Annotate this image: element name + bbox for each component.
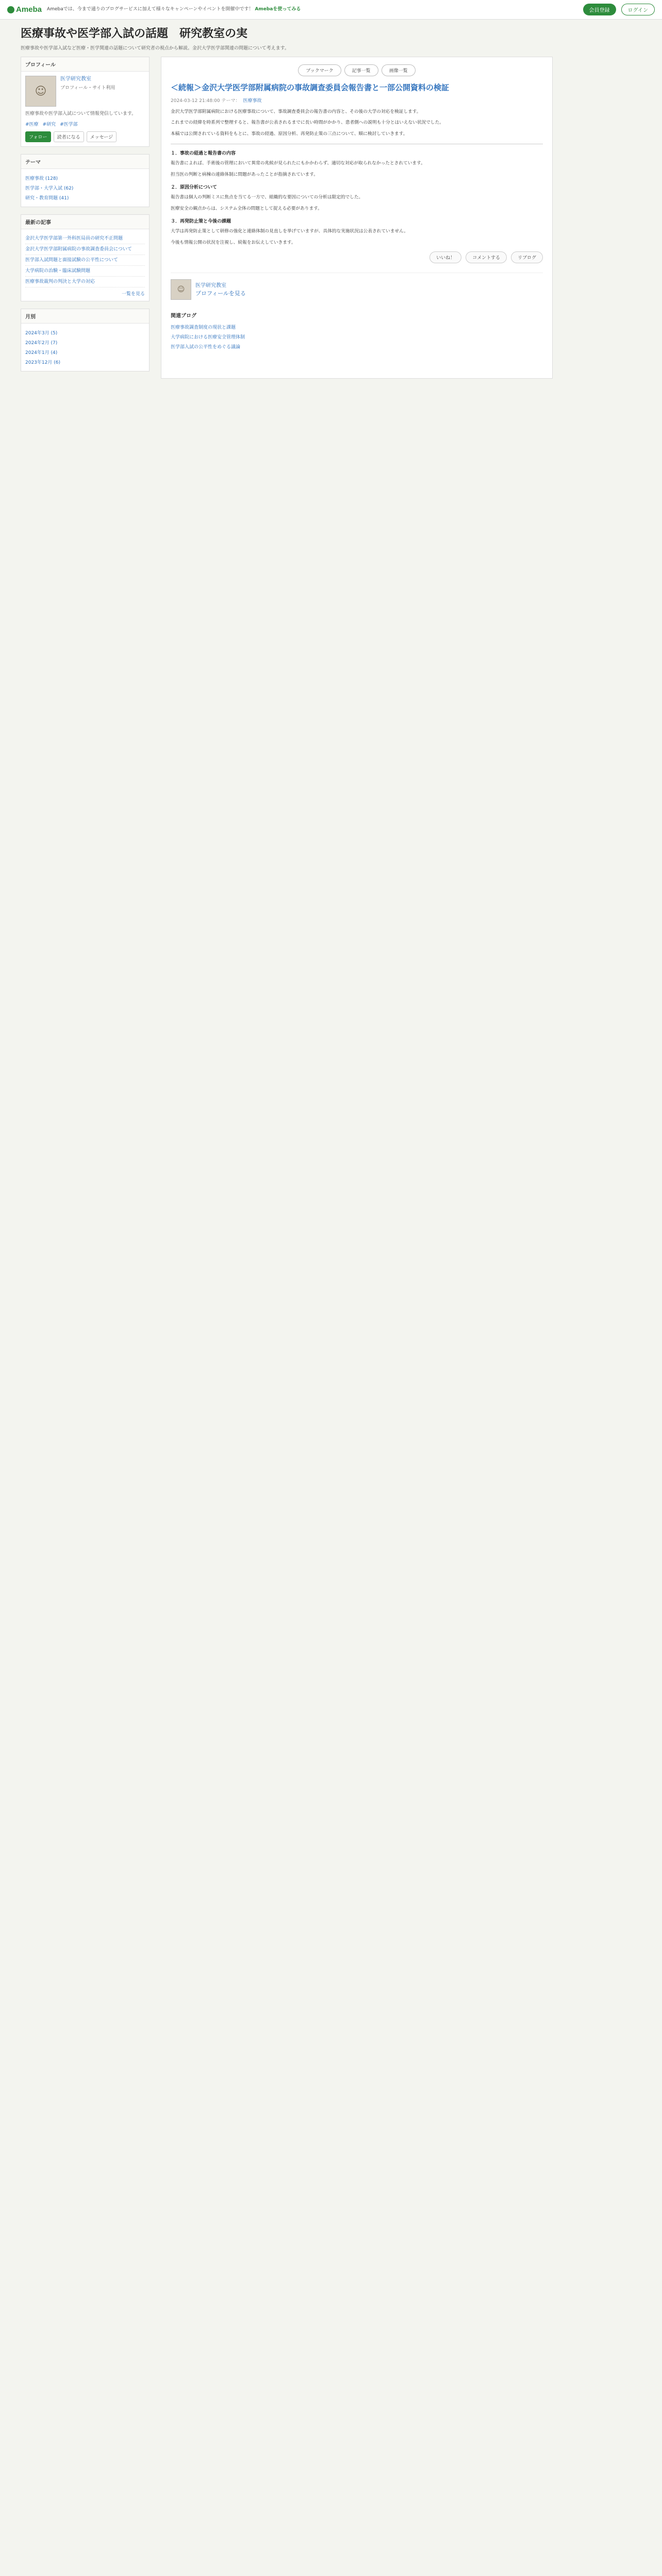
ameba-logo-mark-icon <box>7 6 14 13</box>
blog-description: 医療事故や医学部入試など医療・医学関連の話題について研究者の視点から解説。金沢大学医学部関連の問題について考えます。 <box>21 45 289 51</box>
profile-box <box>21 57 150 147</box>
tag-item[interactable]: #研究 <box>42 122 56 127</box>
post-date: 2024-03-12 21:48:00 <box>171 98 220 104</box>
latest-item[interactable]: 医療事故裁判の判決と大学の対応 <box>25 277 145 287</box>
footer-profile-name[interactable]: 医学研究教室 <box>195 282 226 289</box>
paragraph: 本稿では公開されている資料をもとに、事故の経過、原因分析、再発防止策の三点について、順に検討していきます。 <box>171 131 408 137</box>
latest-box <box>21 214 150 302</box>
blog-header <box>0 20 662 57</box>
related-heading: 関連ブログ <box>171 313 196 319</box>
avatar[interactable]: ☺ <box>25 76 56 107</box>
monthly-item[interactable]: 2024年1月 (4) <box>25 350 58 356</box>
monthly-item[interactable]: 2024年3月 (5) <box>25 331 58 336</box>
like-button[interactable]: いいね！ <box>429 251 461 263</box>
latest-item[interactable]: 金沢大学医学部附属病院の事故調査委員会について <box>25 244 145 255</box>
paragraph: 今後も情報公開の状況を注視し、続報をお伝えしていきます。 <box>171 240 296 245</box>
footer-profile <box>171 273 543 300</box>
top-bar <box>0 0 662 20</box>
paragraph: 担当医の判断と病棟の連絡体制に問題があったことが指摘されています。 <box>171 172 318 177</box>
comment-button[interactable]: コメントする <box>466 251 507 263</box>
login-button[interactable]: ログイン <box>621 4 655 15</box>
post-theme-label: テーマ： <box>221 98 240 104</box>
paragraph: 金沢大学医学部附属病院における医療事故について、事故調査委員会の報告書の内容と、その後の大学の対応を検証します。 <box>171 109 421 114</box>
article <box>161 57 553 379</box>
latest-item[interactable]: 金沢大学医学部第一外科医局員の研究不正問題 <box>25 233 145 244</box>
post-theme-link[interactable]: 医療事故 <box>243 98 262 104</box>
related-item[interactable]: 医療事故調査制度の現状と課題 <box>171 325 236 331</box>
monthly-heading: 月別 <box>21 309 149 324</box>
profile-name[interactable]: 医学研究教室 <box>60 76 91 82</box>
paragraph: 報告書によれば、手術後の管理において異常の兆候が見られたにもかかわらず、適切な対応が取られなかったとされています。 <box>171 161 425 166</box>
related-item[interactable]: 医学部入試の公平性をめぐる議論 <box>171 345 241 350</box>
register-button[interactable]: 会員登録 <box>583 4 616 15</box>
share-bar <box>171 64 543 76</box>
reblog-button[interactable]: リブログ <box>511 251 543 263</box>
reader-button[interactable]: 読者になる <box>54 131 84 142</box>
post-meta <box>171 97 543 104</box>
latest-more-link[interactable]: 一覧を見る <box>121 292 145 297</box>
profile-tags <box>25 121 145 127</box>
content-wrap <box>0 57 662 379</box>
theme-heading: テーマ <box>21 155 149 169</box>
logo-text: Ameba <box>16 5 42 14</box>
footer-avatar[interactable]: ☺ <box>171 279 191 300</box>
latest-item[interactable]: 医学部入試問題と面接試験の公平性について <box>25 255 145 266</box>
related-item[interactable]: 大学病院における医療安全管理体制 <box>171 335 245 341</box>
paragraph: 報告書は個人の判断ミスに焦点を当てる一方で、組織的な要因についての分析は限定的でした。 <box>171 195 363 200</box>
article-list-button[interactable]: 記事一覧 <box>344 64 378 76</box>
section-heading: １．事故の経過と報告書の内容 <box>171 151 236 157</box>
profile-meta: プロフィール・サイト利用 <box>60 86 115 91</box>
monthly-box <box>21 309 150 371</box>
monthly-item[interactable]: 2023年12月 (6) <box>25 360 60 366</box>
top-notice <box>47 7 577 13</box>
related-blogs <box>171 311 543 351</box>
post-title[interactable]: ＜続報＞金沢大学医学部附属病院の事故調査委員会報告書と一部公開資料の検証 <box>171 83 450 93</box>
footer-profile-link[interactable]: プロフィールを見る <box>195 290 246 297</box>
blog-title[interactable]: 医療事故や医学部入試の話題 研究教室の実 <box>21 27 248 40</box>
reaction-bar <box>171 251 543 263</box>
profile-heading: プロフィール <box>21 57 149 72</box>
ameba-logo[interactable] <box>7 5 42 14</box>
paragraph: 医療安全の観点からは、システム全体の問題として捉える必要があります。 <box>171 206 322 211</box>
paragraph: これまでの経緯を時系列で整理すると、報告書が公表されるまでに長い時間がかかり、患者側への説明も十分とはいえない状況でした。 <box>171 120 444 126</box>
latest-item[interactable]: 大学病院の治験・臨床試験問題 <box>25 266 145 277</box>
theme-item[interactable]: 医療事故 (128) <box>25 176 58 181</box>
message-button[interactable]: メッセージ <box>87 131 117 142</box>
theme-item[interactable]: 研究・教育問題 (41) <box>25 195 69 201</box>
bookmark-button[interactable]: ブックマーク <box>298 64 341 76</box>
tag-item[interactable]: #医療 <box>25 122 39 127</box>
follow-button[interactable]: フォロー <box>25 131 51 142</box>
section-heading: ３．再発防止策と今後の課題 <box>171 219 231 225</box>
notice-text: Amebaでは、今まで通りのブログサービスに加えて様々なキャンペーンやイベントを開催中です！ <box>47 6 254 12</box>
tag-item[interactable]: #医学部 <box>60 122 78 127</box>
notice-link[interactable]: Amebaを使ってみる <box>255 6 301 12</box>
monthly-item[interactable]: 2024年2月 (7) <box>25 341 58 346</box>
latest-heading: 最新の記事 <box>21 215 149 229</box>
image-list-button[interactable]: 画像一覧 <box>382 64 416 76</box>
theme-item[interactable]: 医学部・大学入試 (62) <box>25 185 74 191</box>
theme-box <box>21 154 150 207</box>
paragraph: 大学は再発防止策として研修の強化と連絡体制の見直しを挙げていますが、具体的な実施状況は公表されていません。 <box>171 229 408 234</box>
sidebar <box>21 57 150 379</box>
section-heading: ２．原因分析について <box>171 185 217 191</box>
post-body <box>171 109 543 247</box>
profile-intro: 医療事故や医学部入試について情報発信しています。 <box>25 111 137 117</box>
